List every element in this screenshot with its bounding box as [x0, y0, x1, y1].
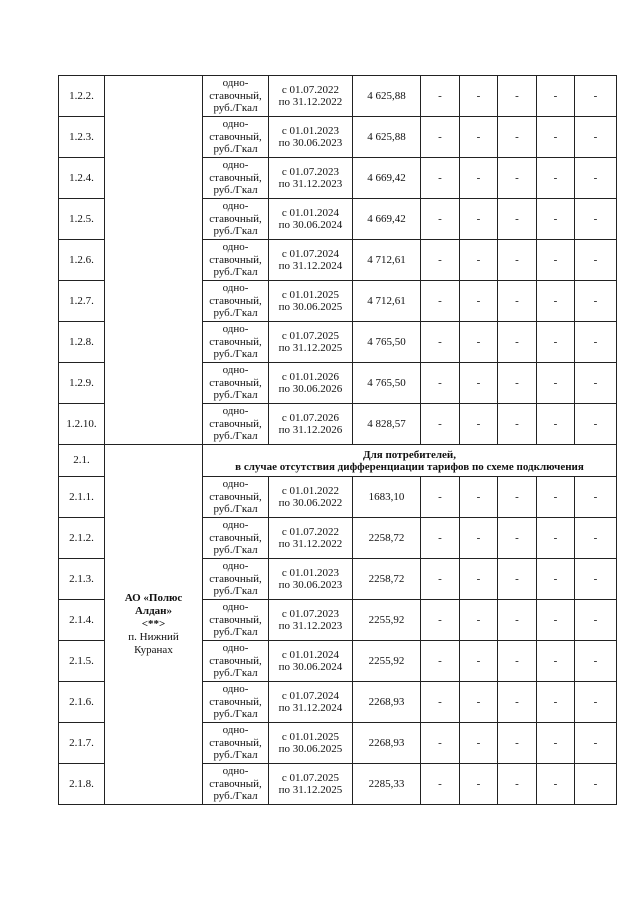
row-number: 1.2.8.	[59, 322, 105, 363]
empty-value: -	[498, 158, 537, 199]
row-number: 2.1.8.	[59, 764, 105, 805]
empty-value: -	[421, 404, 460, 445]
tariff-type: одно- ставочный, руб./Гкал	[203, 76, 269, 117]
empty-value: -	[498, 723, 537, 764]
tariff-type: одно- ставочный, руб./Гкал	[203, 117, 269, 158]
organization-name: АО «Полюс Алдан» <**>	[124, 592, 183, 630]
empty-value: -	[575, 158, 617, 199]
empty-value: -	[421, 240, 460, 281]
empty-value: -	[537, 158, 575, 199]
row-number: 1.2.2.	[59, 76, 105, 117]
tariff-value: 2268,93	[353, 682, 421, 723]
tariff-value: 4 712,61	[353, 240, 421, 281]
empty-value: -	[537, 682, 575, 723]
empty-value: -	[575, 240, 617, 281]
tariff-type: одно- ставочный, руб./Гкал	[203, 559, 269, 600]
tariff-period: с 01.07.2022 по 31.12.2022	[269, 76, 353, 117]
tariff-type: одно- ставочный, руб./Гкал	[203, 518, 269, 559]
tariff-period: с 01.01.2024 по 30.06.2024	[269, 199, 353, 240]
empty-value: -	[460, 158, 498, 199]
tariff-table	[58, 75, 617, 805]
empty-value: -	[460, 76, 498, 117]
empty-value: -	[537, 117, 575, 158]
tariff-type: одно- ставочный, руб./Гкал	[203, 199, 269, 240]
tariff-type: одно- ставочный, руб./Гкал	[203, 158, 269, 199]
row-number: 2.1.1.	[59, 477, 105, 518]
row-number: 2.1.3.	[59, 559, 105, 600]
tariff-value: 4 669,42	[353, 158, 421, 199]
empty-value: -	[575, 559, 617, 600]
row-number: 2.1.6.	[59, 682, 105, 723]
empty-value: -	[421, 682, 460, 723]
tariff-value: 1683,10	[353, 477, 421, 518]
tariff-period: с 01.01.2025 по 30.06.2025	[269, 281, 353, 322]
tariff-period: с 01.01.2026 по 30.06.2026	[269, 363, 353, 404]
tariff-value: 4 669,42	[353, 199, 421, 240]
empty-value: -	[498, 682, 537, 723]
tariff-value: 4 625,88	[353, 76, 421, 117]
table-row	[59, 76, 617, 117]
organization-cell	[105, 76, 203, 445]
row-number: 2.1.4.	[59, 600, 105, 641]
row-number: 1.2.7.	[59, 281, 105, 322]
tariff-period: с 01.01.2023 по 30.06.2023	[269, 117, 353, 158]
tariff-period: с 01.07.2023 по 31.12.2023	[269, 158, 353, 199]
empty-value: -	[498, 559, 537, 600]
empty-value: -	[421, 76, 460, 117]
tariff-value: 4 828,57	[353, 404, 421, 445]
empty-value: -	[421, 363, 460, 404]
empty-value: -	[537, 199, 575, 240]
tariff-type: одно- ставочный, руб./Гкал	[203, 404, 269, 445]
empty-value: -	[421, 158, 460, 199]
row-number: 1.2.3.	[59, 117, 105, 158]
empty-value: -	[575, 363, 617, 404]
row-number: 2.1.2.	[59, 518, 105, 559]
tariff-type: одно- ставочный, руб./Гкал	[203, 363, 269, 404]
organization-cell	[105, 445, 203, 805]
empty-value: -	[421, 199, 460, 240]
section-2-header-row	[59, 445, 617, 477]
empty-value: -	[537, 76, 575, 117]
empty-value: -	[460, 477, 498, 518]
organization-place: п. Нижний Куранах	[128, 631, 179, 656]
tariff-type: одно- ставочный, руб./Гкал	[203, 682, 269, 723]
tariff-type: одно- ставочный, руб./Гкал	[203, 322, 269, 363]
empty-value: -	[460, 363, 498, 404]
empty-value: -	[537, 404, 575, 445]
tariff-period: с 01.01.2025 по 30.06.2025	[269, 723, 353, 764]
empty-value: -	[575, 117, 617, 158]
tariff-value: 2255,92	[353, 600, 421, 641]
empty-value: -	[498, 322, 537, 363]
empty-value: -	[421, 723, 460, 764]
empty-value: -	[421, 559, 460, 600]
tariff-type: одно- ставочный, руб./Гкал	[203, 723, 269, 764]
tariff-value: 2258,72	[353, 518, 421, 559]
empty-value: -	[421, 477, 460, 518]
empty-value: -	[498, 764, 537, 805]
empty-value: -	[460, 518, 498, 559]
empty-value: -	[575, 723, 617, 764]
empty-value: -	[537, 723, 575, 764]
row-number: 1.2.10.	[59, 404, 105, 445]
empty-value: -	[575, 404, 617, 445]
row-number: 1.2.4.	[59, 158, 105, 199]
empty-value: -	[498, 363, 537, 404]
empty-value: -	[460, 682, 498, 723]
tariff-value: 2285,33	[353, 764, 421, 805]
tariff-value: 2255,92	[353, 641, 421, 682]
empty-value: -	[460, 240, 498, 281]
empty-value: -	[498, 76, 537, 117]
row-number: 1.2.9.	[59, 363, 105, 404]
empty-value: -	[421, 641, 460, 682]
empty-value: -	[575, 682, 617, 723]
section-heading: Для потребителей, в случае отсутствия дифференциации тарифов по схеме подключения	[203, 445, 617, 477]
empty-value: -	[537, 559, 575, 600]
tariff-value: 4 625,88	[353, 117, 421, 158]
empty-value: -	[537, 477, 575, 518]
empty-value: -	[460, 322, 498, 363]
tariff-type: одно- ставочный, руб./Гкал	[203, 600, 269, 641]
empty-value: -	[460, 199, 498, 240]
empty-value: -	[537, 281, 575, 322]
empty-value: -	[460, 559, 498, 600]
row-number: 1.2.6.	[59, 240, 105, 281]
empty-value: -	[537, 518, 575, 559]
empty-value: -	[421, 117, 460, 158]
tariff-type: одно- ставочный, руб./Гкал	[203, 281, 269, 322]
empty-value: -	[575, 281, 617, 322]
row-number: 2.1.7.	[59, 723, 105, 764]
empty-value: -	[460, 764, 498, 805]
empty-value: -	[460, 600, 498, 641]
tariff-period: с 01.07.2026 по 31.12.2026	[269, 404, 353, 445]
tariff-period: с 01.07.2025 по 31.12.2025	[269, 322, 353, 363]
empty-value: -	[498, 600, 537, 641]
empty-value: -	[575, 199, 617, 240]
empty-value: -	[537, 322, 575, 363]
row-number: 1.2.5.	[59, 199, 105, 240]
empty-value: -	[498, 518, 537, 559]
empty-value: -	[575, 518, 617, 559]
empty-value: -	[498, 117, 537, 158]
tariff-period: с 01.07.2023 по 31.12.2023	[269, 600, 353, 641]
empty-value: -	[498, 281, 537, 322]
empty-value: -	[421, 518, 460, 559]
tariff-type: одно- ставочный, руб./Гкал	[203, 240, 269, 281]
empty-value: -	[498, 199, 537, 240]
empty-value: -	[460, 117, 498, 158]
empty-value: -	[421, 322, 460, 363]
tariff-type: одно- ставочный, руб./Гкал	[203, 641, 269, 682]
empty-value: -	[460, 641, 498, 682]
empty-value: -	[460, 404, 498, 445]
empty-value: -	[498, 477, 537, 518]
tariff-period: с 01.01.2023 по 30.06.2023	[269, 559, 353, 600]
tariff-period: с 01.01.2024 по 30.06.2024	[269, 641, 353, 682]
empty-value: -	[575, 322, 617, 363]
empty-value: -	[460, 723, 498, 764]
empty-value: -	[575, 764, 617, 805]
empty-value: -	[575, 641, 617, 682]
tariff-value: 4 712,61	[353, 281, 421, 322]
tariff-type: одно- ставочный, руб./Гкал	[203, 764, 269, 805]
tariff-type: одно- ставочный, руб./Гкал	[203, 477, 269, 518]
tariff-period: с 01.07.2022 по 31.12.2022	[269, 518, 353, 559]
row-number: 2.1.5.	[59, 641, 105, 682]
tariff-period: с 01.07.2024 по 31.12.2024	[269, 682, 353, 723]
empty-value: -	[537, 363, 575, 404]
empty-value: -	[575, 600, 617, 641]
tariff-value: 4 765,50	[353, 363, 421, 404]
empty-value: -	[460, 281, 498, 322]
tariff-value: 2258,72	[353, 559, 421, 600]
tariff-value: 2268,93	[353, 723, 421, 764]
tariff-period: с 01.07.2024 по 31.12.2024	[269, 240, 353, 281]
empty-value: -	[421, 281, 460, 322]
empty-value: -	[575, 76, 617, 117]
row-number: 2.1.	[59, 445, 105, 477]
empty-value: -	[421, 600, 460, 641]
tariff-value: 4 765,50	[353, 322, 421, 363]
section-2-body	[59, 445, 617, 805]
empty-value: -	[537, 764, 575, 805]
empty-value: -	[498, 240, 537, 281]
empty-value: -	[498, 641, 537, 682]
empty-value: -	[421, 764, 460, 805]
tariff-period: с 01.01.2022 по 30.06.2022	[269, 477, 353, 518]
empty-value: -	[537, 600, 575, 641]
tariff-period: с 01.07.2025 по 31.12.2025	[269, 764, 353, 805]
empty-value: -	[537, 240, 575, 281]
empty-value: -	[537, 641, 575, 682]
empty-value: -	[575, 477, 617, 518]
section-1-body	[59, 76, 617, 445]
empty-value: -	[498, 404, 537, 445]
